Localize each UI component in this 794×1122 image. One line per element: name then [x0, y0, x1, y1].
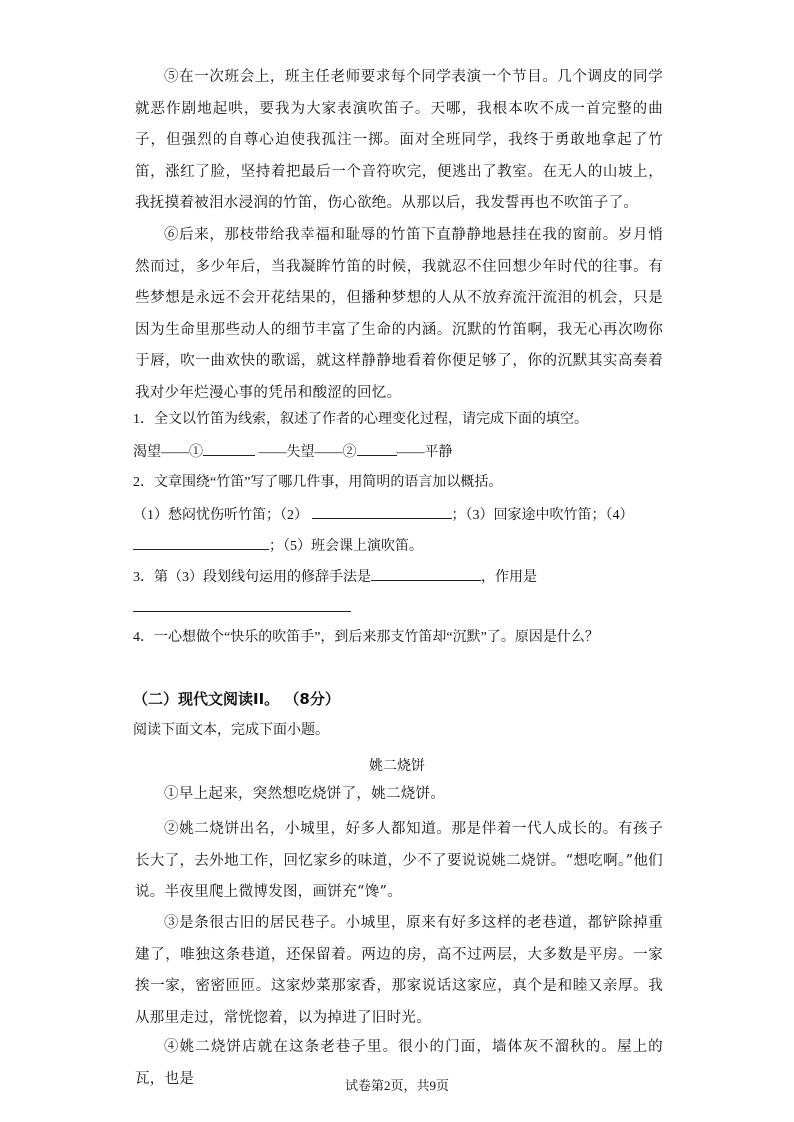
- q2-label-b: ；（3）回家途中吹竹笛；（4）: [451, 508, 634, 523]
- q1-label-a: 渴望——①: [133, 445, 203, 460]
- page-footer: 试卷第2页，共9页: [344, 1078, 449, 1093]
- q3-label-b: ，作用是: [481, 570, 537, 585]
- q1-label-c: ——平静: [396, 445, 453, 460]
- question-2-line-1: [133, 504, 673, 526]
- q3-label-a: 3．第（3）段划线句运用的修辞手法是: [133, 570, 371, 585]
- article-paragraph-1: ①早上起来，突然想吃烧饼了，姚二烧饼。: [164, 786, 446, 802]
- article-title: 姚二烧饼: [369, 758, 425, 774]
- q2-blank-2[interactable]: [312, 504, 452, 519]
- q2-label-a: （1）愁闷忧伤听竹笛；（2）: [133, 508, 308, 523]
- q1-blank-2[interactable]: [357, 441, 397, 456]
- q2-blank-4[interactable]: [133, 535, 269, 550]
- question-1: 1．全文以竹笛为线索，叙述了作者的心理变化过程，请完成下面的填空。: [133, 412, 588, 427]
- paragraph-5: ⑤在一次班会上，班主任老师要求每个同学表演一个节目。几个调皮的同学就恶作剧地起哄，要我为大家表演吹笛子。天哪，我根本吹不成一首完整的曲子，但强烈的自尊心迫使我孤注一掷。面对全班同学，我终于勇敢地拿起了竹笛，涨红了脸，坚持着把最后一个音符吹完，便逃出了教室。在无人的山坡上，我抚摸着被泪水浸润的竹笛，伤心欲绝。从那以后，我发誓再也不吹笛子了。: [135, 69, 663, 211]
- article-paragraph-4: ④姚二烧饼店就在这条老巷子里。很小的门面，墙体灰不溜秋的。屋上的瓦，也是: [135, 1039, 663, 1087]
- question-3: [133, 566, 673, 588]
- q3-blank-rhetoric[interactable]: [371, 566, 481, 581]
- article-paragraph-3: ③是条很古旧的居民巷子。小城里，原来有好多这样的老巷道，都铲除掉重建了，唯独这条巷道，还保留着。两边的房，高不过两层，大多数是平房。一家挨一家，密密匝匝。这家炒菜那家香，那家说话这家应，真个是和睦又亲厚。我从那里走过，常恍惚着，以为掉进了旧时光。: [135, 915, 663, 1026]
- q1-label-b: ——失望——②: [258, 445, 357, 460]
- section-heading: （二）现代文阅读II。 （8分）: [133, 690, 340, 708]
- question-2-line-2: [133, 535, 673, 557]
- q1-blank-1[interactable]: [203, 441, 255, 456]
- q2-label-c: ；（5）班会课上演吹笛。: [269, 539, 423, 554]
- article-paragraph-2: ②姚二烧饼出名，小城里，好多人都知道。那是伴着一代人成长的。有孩子长大了，去外地工作，回忆家乡的味道，少不了要说说姚二烧饼。“想吃啊。”他们说。半夜里爬上微博发图，画饼充“馋”。: [135, 821, 663, 900]
- question-2: 2．文章围绕“竹笛”写了哪几件事，用简明的语言加以概括。: [133, 475, 503, 490]
- question-4: 4．一心想做个“快乐的吹笛手”，到后来那支竹笛却“沉默”了。原因是什么？: [133, 630, 599, 645]
- q3-answer-line[interactable]: [133, 611, 351, 612]
- question-1-fill-line: [133, 441, 673, 463]
- section-instruction: 阅读下面文本，完成下面小题。: [133, 723, 329, 738]
- paragraph-6: ⑥后来，那枝带给我幸福和耻辱的竹笛下直静静地悬挂在我的窗前。岁月悄然而过，多少年后，当我凝眸竹笛的时候，我就忍不住回想少年时代的往事。有些梦想是永远不会开花结果的，但播种梦想的人从不放弃流汗流泪的机会，只是因为生命里那些动人的细节丰富了生命的内涵。沉默的竹笛啊，我无心再次吻你于唇，吹一曲欢快的歌谣，就这样静静地看着你便足够了，你的沉默其实高奏着我对少年烂漫心事的凭吊和酸涩的回忆。: [135, 227, 663, 401]
